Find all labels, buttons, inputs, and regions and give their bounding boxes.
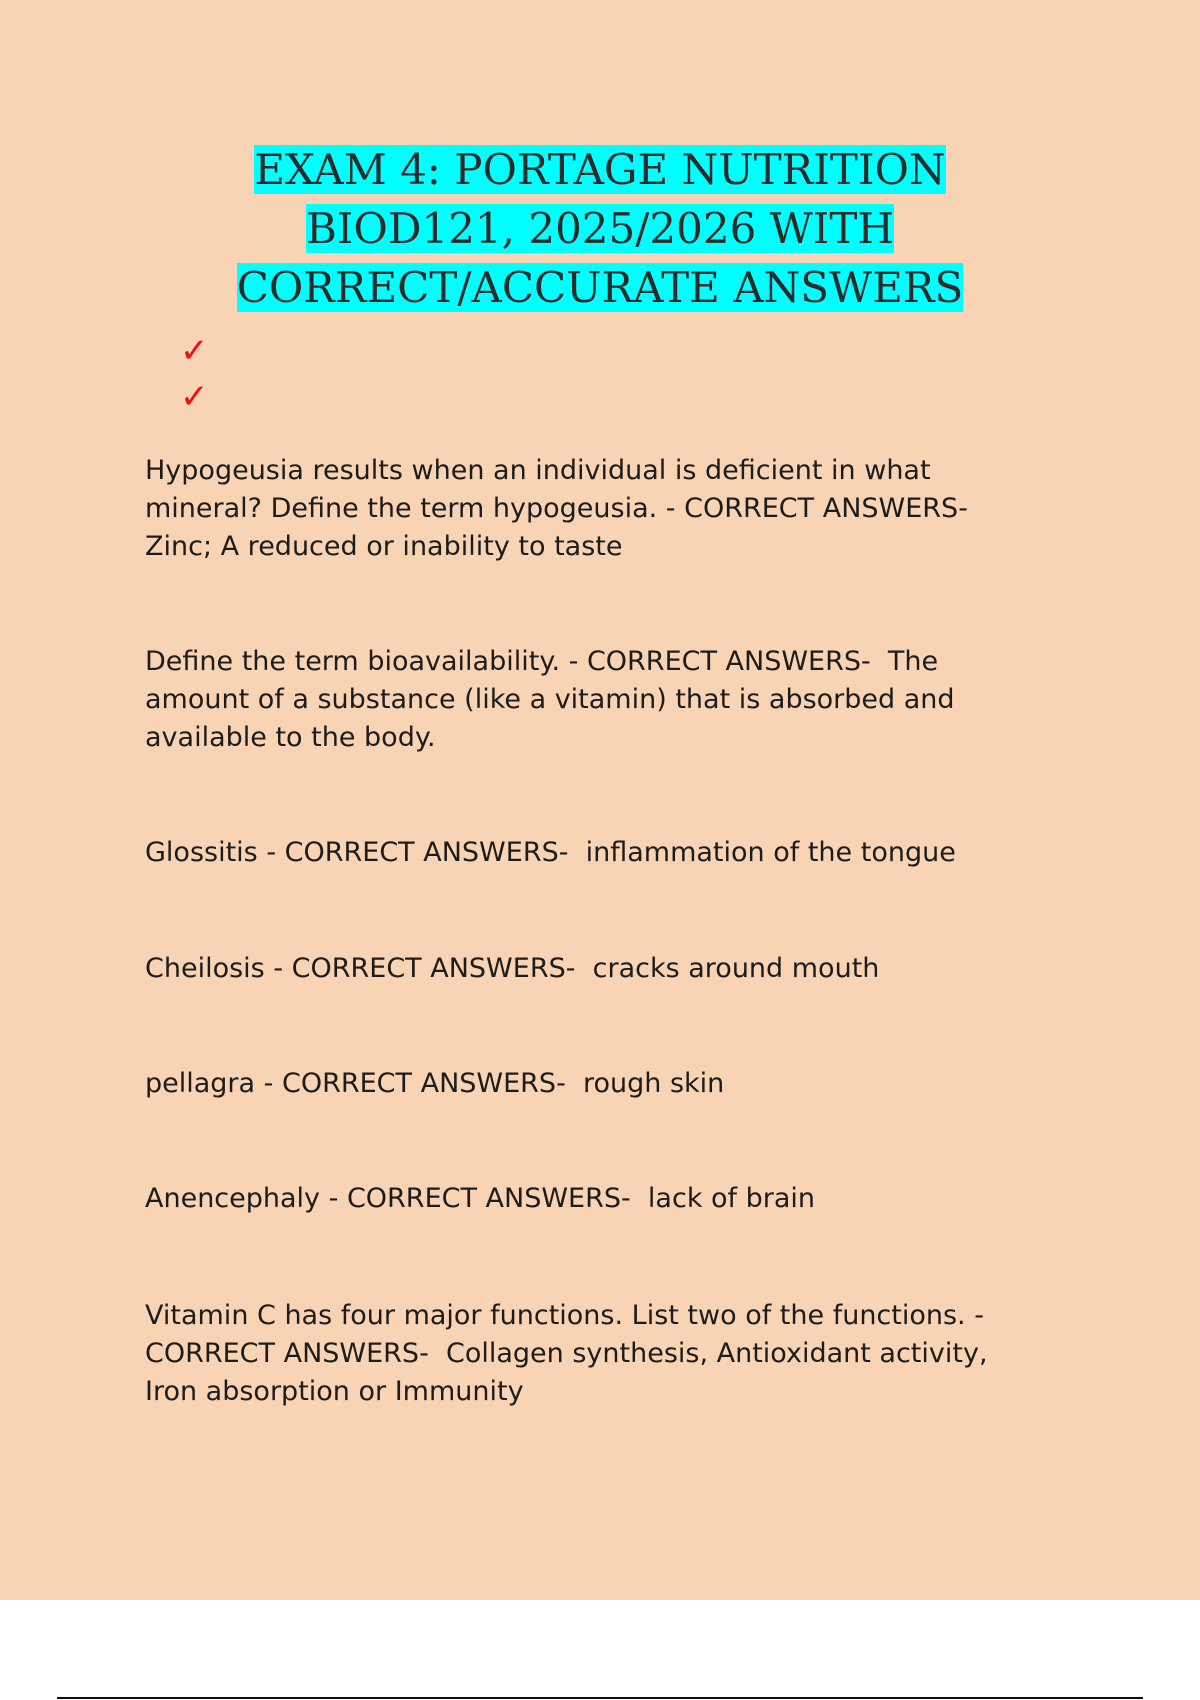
title-line-1: EXAM 4: PORTAGE NUTRITION (254, 145, 946, 194)
qa-item-pellagra: pellagra - CORRECT ANSWERS- rough skin (145, 1068, 725, 1099)
checkmark-icon: ✓ (180, 377, 209, 417)
qa-item-cheilosis: Cheilosis - CORRECT ANSWERS- cracks around mouth (145, 953, 880, 984)
checkmark-icon: ✓ (180, 331, 209, 371)
checkmark-list (180, 328, 209, 420)
qa-item-anencephaly: Anencephaly - CORRECT ANSWERS- lack of brain (145, 1183, 816, 1214)
qa-item-bioavailability: Define the term bioavailability. - CORRECT ANSWERS- The amount of a substance (like a vitamin) that is absorbed and available to the body. (145, 646, 955, 753)
qa-item-vitamin-c: Vitamin C has four major functions. List two of the functions. - CORRECT ANSWERS- Collagen synthesis, Antioxidant activity, Iron absorption or Immunity (145, 1300, 988, 1407)
qa-item-glossitis: Glossitis - CORRECT ANSWERS- inflammation of the tongue (145, 837, 956, 868)
title-line-3: CORRECT/ACCURATE ANSWERS (236, 263, 964, 312)
title-line-2: BIOD121, 2025/2026 WITH (305, 204, 895, 253)
footer-divider (57, 1697, 1143, 1699)
document-title (0, 140, 1200, 317)
qa-item-hypogeusia: Hypogeusia results when an individual is deficient in what mineral? Define the term hypogeusia. - CORRECT ANSWERS- Zinc; A reduced or inability to taste (145, 455, 968, 562)
